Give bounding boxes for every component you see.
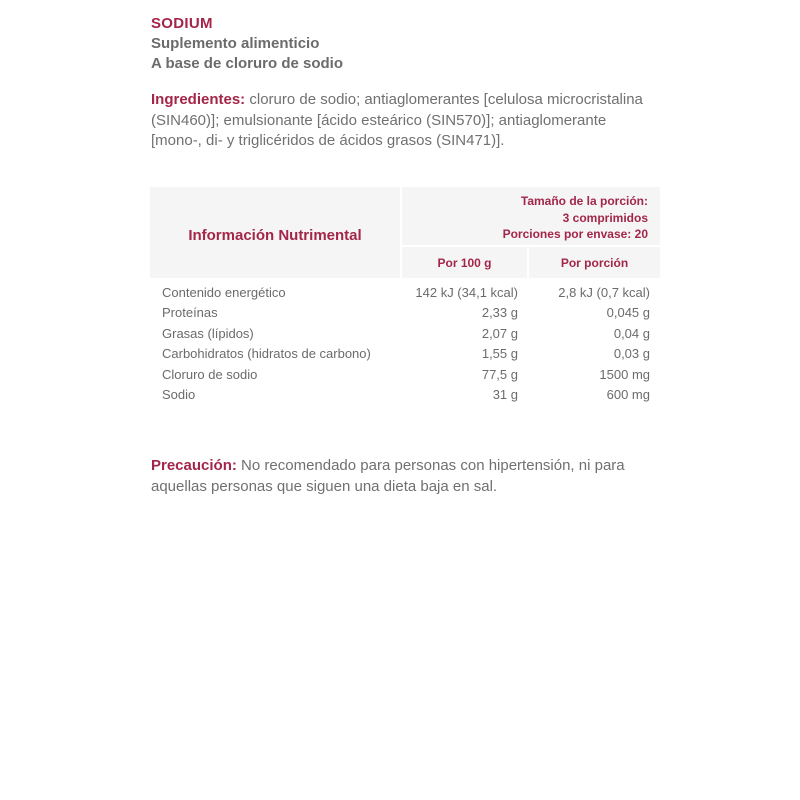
value-per-serving: 600 mg [606, 387, 650, 403]
value-per-serving: 1500 mg [599, 366, 650, 382]
product-header [151, 14, 343, 74]
table-row [150, 282, 660, 303]
servings-per-container: Porciones por envase: 20 [502, 227, 648, 241]
column-header-per-serving: Por porción [529, 247, 660, 278]
product-name: SODIUM [151, 15, 213, 32]
table-row [150, 364, 660, 385]
column-header-per-100g: Por 100 g [402, 247, 527, 278]
value-per-serving: 0,03 g [613, 346, 650, 362]
caution-text: No recomendado para personas con hipertensión, ni para aquellas personas que siguen una dieta baja en sal. [151, 457, 625, 495]
value-per-100g: 31 g [492, 387, 518, 403]
serving-size-label: Tamaño de la porción: [520, 194, 648, 208]
value-per-100g: 2,07 g [481, 325, 518, 341]
nutrition-header-right [402, 187, 660, 278]
table-row [150, 323, 660, 344]
nutrition-table [150, 187, 660, 405]
nutrient-name: Cloruro de sodio [162, 366, 258, 382]
product-subtitle: Suplemento alimenticio [151, 35, 320, 52]
ingredients-text: cloruro de sodio; antiaglomerantes [celulosa microcristalina (SIN460)]; emulsionante [ácido esteárico (SIN570)]; antiaglomerante [mono-, di- y triglicéridos de ácidos grasos (SIN471)]. [151, 91, 643, 149]
table-row [150, 303, 660, 324]
ingredients-section [151, 90, 661, 152]
product-description: A base de cloruro de sodio [151, 55, 343, 72]
nutrition-table-header [150, 187, 660, 278]
nutrition-title: Información Nutrimental [188, 227, 362, 244]
value-per-100g: 2,33 g [481, 305, 518, 321]
table-row [150, 385, 660, 406]
column-headers [402, 247, 660, 278]
caution-label: Precaución: [151, 457, 237, 474]
nutrient-name: Sodio [162, 387, 196, 403]
table-row [150, 344, 660, 365]
value-per-serving: 0,04 g [613, 325, 650, 341]
serving-size-value: 3 comprimidos [562, 210, 648, 225]
value-per-100g: 77,5 g [481, 366, 518, 382]
caution-section [151, 455, 661, 497]
ingredients-label: Ingredientes: [151, 91, 246, 108]
nutrient-name: Carbohidratos (hidratos de carbono) [162, 346, 371, 362]
nutrient-name: Proteínas [162, 305, 218, 321]
nutrient-name: Contenido energético [162, 284, 286, 300]
nutrition-rows [150, 282, 660, 405]
nutrition-title-cell [150, 187, 400, 278]
value-per-serving: 0,045 g [606, 305, 650, 321]
serving-info [402, 187, 660, 245]
value-per-100g: 1,55 g [481, 346, 518, 362]
value-per-serving: 2,8 kJ (0,7 kcal) [558, 284, 650, 300]
value-per-100g: 142 kJ (34,1 kcal) [415, 284, 518, 300]
nutrient-name: Grasas (lípidos) [162, 325, 254, 341]
